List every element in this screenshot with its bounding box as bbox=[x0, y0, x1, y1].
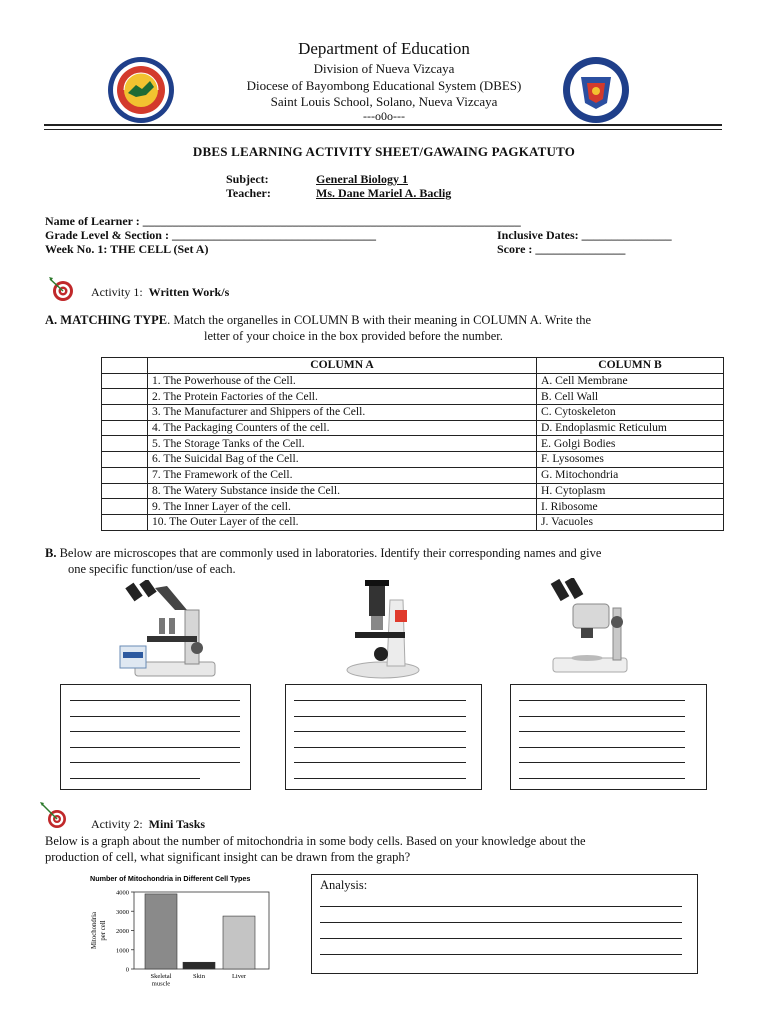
answer-box-header bbox=[102, 358, 148, 374]
answer-line[interactable] bbox=[519, 731, 685, 732]
analysis-line[interactable] bbox=[320, 922, 682, 923]
activity2-prefix: Activity 2: bbox=[91, 817, 143, 831]
table-row bbox=[102, 499, 724, 515]
x-tick-label: Skeletal bbox=[150, 973, 172, 980]
answer-line[interactable] bbox=[519, 762, 685, 763]
answer-line[interactable] bbox=[70, 700, 240, 701]
answer-line[interactable] bbox=[294, 762, 466, 763]
activity2-text2: production of cell, what significant insight can be drawn from the graph? bbox=[45, 850, 411, 864]
part-b-text2: one specific function/use of each. bbox=[68, 562, 236, 576]
activity1-title: Written Work/s bbox=[148, 285, 230, 299]
column-b-cell: B. Cell Wall bbox=[537, 389, 724, 405]
analysis-line[interactable] bbox=[320, 938, 682, 939]
answer-box[interactable] bbox=[102, 389, 148, 405]
teacher-label: Teacher: bbox=[226, 186, 271, 200]
column-b-cell: J. Vacuoles bbox=[537, 514, 724, 530]
answer-box[interactable] bbox=[102, 467, 148, 483]
part-b-text1: Below are microscopes that are commonly used in laboratories. Identify their corresponding names and give bbox=[56, 546, 602, 560]
column-b-cell: I. Ribosome bbox=[537, 499, 724, 515]
answer-box[interactable] bbox=[102, 405, 148, 421]
part-b-lead: B. bbox=[45, 546, 57, 560]
column-b-cell: C. Cytoskeleton bbox=[537, 405, 724, 421]
answer-line[interactable] bbox=[294, 716, 466, 717]
answer-box[interactable] bbox=[102, 499, 148, 515]
subject-label: Subject: bbox=[226, 172, 269, 186]
answer-line[interactable] bbox=[70, 762, 240, 763]
part-a-lead: A. MATCHING TYPE bbox=[45, 313, 168, 327]
y-axis-label-line: per cell bbox=[100, 920, 107, 941]
column-a-cell: 1. The Powerhouse of the Cell. bbox=[148, 373, 537, 389]
chart-title: Number of Mitochondria in Different Cell Types bbox=[90, 874, 251, 883]
column-b-cell: A. Cell Membrane bbox=[537, 373, 724, 389]
score-field[interactable]: Score : _______________ bbox=[497, 242, 626, 256]
answer-line[interactable] bbox=[519, 700, 685, 701]
column-b-header: COLUMN B bbox=[537, 358, 724, 374]
week-label: Week No. 1: THE CELL (Set A) bbox=[45, 242, 209, 256]
table-header-row bbox=[102, 358, 724, 374]
school-line: Saint Louis School, Solano, Nueva Vizcaya bbox=[270, 94, 498, 109]
column-a-cell: 4. The Packaging Counters of the cell. bbox=[148, 420, 537, 436]
answer-box[interactable] bbox=[102, 514, 148, 530]
table-row bbox=[102, 483, 724, 499]
y-axis-label bbox=[91, 912, 107, 949]
column-a-cell: 2. The Protein Factories of the Cell. bbox=[148, 389, 537, 405]
column-a-cell: 9. The Inner Layer of the cell. bbox=[148, 499, 537, 515]
y-tick-label: 3000 bbox=[116, 908, 129, 916]
answer-line[interactable] bbox=[519, 778, 685, 779]
column-a-cell: 3. The Manufacturer and Shippers of the Cell. bbox=[148, 405, 537, 421]
column-a-header: COLUMN A bbox=[148, 358, 537, 374]
table-row bbox=[102, 514, 724, 530]
part-a-text2: letter of your choice in the box provided before the number. bbox=[204, 329, 503, 343]
activity1-prefix: Activity 1: bbox=[91, 285, 143, 299]
activity2-heading bbox=[91, 817, 205, 832]
target-icon bbox=[40, 802, 66, 828]
column-a-cell: 5. The Storage Tanks of the Cell. bbox=[148, 436, 537, 452]
answer-box[interactable] bbox=[102, 420, 148, 436]
name-of-learner-field[interactable]: Name of Learner : _______________________________________________________________ bbox=[45, 214, 521, 228]
y-tick-label: 2000 bbox=[116, 928, 129, 935]
activity1-heading bbox=[91, 285, 229, 300]
monocular-microscope-image bbox=[335, 580, 425, 680]
y-tick-label: 0 bbox=[125, 966, 129, 974]
analysis-line[interactable] bbox=[320, 954, 682, 955]
target-icon bbox=[48, 276, 74, 302]
department-title: Department of Education bbox=[298, 39, 470, 58]
table-row bbox=[102, 436, 724, 452]
table-row bbox=[102, 420, 724, 436]
answer-box[interactable] bbox=[102, 483, 148, 499]
x-tick-label: muscle bbox=[151, 980, 171, 988]
header-rule-thin bbox=[44, 129, 722, 130]
activity2-title: Mini Tasks bbox=[148, 817, 206, 831]
column-b-cell: E. Golgi Bodies bbox=[537, 436, 724, 452]
column-a-cell: 8. The Watery Substance inside the Cell. bbox=[148, 483, 537, 499]
y-tick-label: 1000 bbox=[116, 947, 129, 955]
activity2-text1: Below is a graph about the number of mitochondria in some body cells. Based on your knowledge about the bbox=[45, 834, 586, 848]
answer-line[interactable] bbox=[294, 731, 466, 732]
column-a-cell: 6. The Suicidal Bag of the Cell. bbox=[148, 452, 537, 468]
analysis-label: Analysis: bbox=[320, 878, 368, 892]
answer-line[interactable] bbox=[70, 778, 200, 779]
column-b-cell: D. Endoplasmic Reticulum bbox=[537, 420, 724, 436]
part-b-instructions bbox=[45, 545, 735, 561]
answer-line[interactable] bbox=[70, 731, 240, 732]
answer-line[interactable] bbox=[519, 716, 685, 717]
x-tick-label: Skin bbox=[193, 973, 205, 980]
answer-line[interactable] bbox=[294, 747, 466, 748]
column-a-cell: 10. The Outer Layer of the cell. bbox=[148, 514, 537, 530]
grade-section-field[interactable]: Grade Level & Section : __________________________________ bbox=[45, 228, 376, 242]
y-tick-label: 4000 bbox=[116, 889, 129, 897]
compound-microscope-image bbox=[115, 580, 225, 680]
column-a-cell: 7. The Framework of the Cell. bbox=[148, 467, 537, 483]
answer-line[interactable] bbox=[70, 716, 240, 717]
inclusive-dates-field[interactable]: Inclusive Dates: _______________ bbox=[497, 228, 672, 242]
table-row bbox=[102, 373, 724, 389]
header-separator: ---o0o--- bbox=[363, 109, 405, 123]
analysis-box[interactable] bbox=[311, 874, 698, 974]
column-b-cell: F. Lysosomes bbox=[537, 452, 724, 468]
sheet-title: DBES LEARNING ACTIVITY SHEET/GAWAING PAGKATUTO bbox=[192, 144, 576, 159]
answer-line[interactable] bbox=[519, 747, 685, 748]
diocese-line: Diocese of Bayombong Educational System (DBES) bbox=[246, 78, 522, 93]
mitochondria-bar-chart bbox=[84, 872, 274, 992]
table-row bbox=[102, 389, 724, 405]
answer-box[interactable] bbox=[102, 452, 148, 468]
teacher-value: Ms. Dane Mariel A. Baclig bbox=[316, 186, 452, 200]
answer-line[interactable] bbox=[294, 778, 466, 779]
answer-box[interactable] bbox=[102, 373, 148, 389]
bar bbox=[183, 962, 215, 969]
bar bbox=[145, 894, 177, 969]
stereo-microscope-image bbox=[545, 578, 635, 678]
analysis-line[interactable] bbox=[320, 906, 682, 907]
x-tick-label: Liver bbox=[231, 973, 247, 980]
answer-line[interactable] bbox=[294, 700, 466, 701]
table-row bbox=[102, 452, 724, 468]
part-a-instructions bbox=[45, 312, 725, 328]
division-line: Division of Nueva Vizcaya bbox=[313, 61, 455, 76]
table-row bbox=[102, 405, 724, 421]
answer-box[interactable] bbox=[102, 436, 148, 452]
y-axis-label-line: Mitochondria bbox=[91, 912, 98, 949]
part-a-text1: . Match the organelles in COLUMN B with their meaning in COLUMN A. Write the bbox=[167, 313, 592, 327]
header-rule bbox=[44, 124, 722, 126]
column-b-cell: H. Cytoplasm bbox=[537, 483, 724, 499]
table-row bbox=[102, 467, 724, 483]
column-b-cell: G. Mitochondria bbox=[537, 467, 724, 483]
matching-table bbox=[101, 357, 724, 531]
bar bbox=[223, 916, 255, 969]
subject-value: General Biology 1 bbox=[316, 172, 408, 186]
answer-line[interactable] bbox=[70, 747, 240, 748]
